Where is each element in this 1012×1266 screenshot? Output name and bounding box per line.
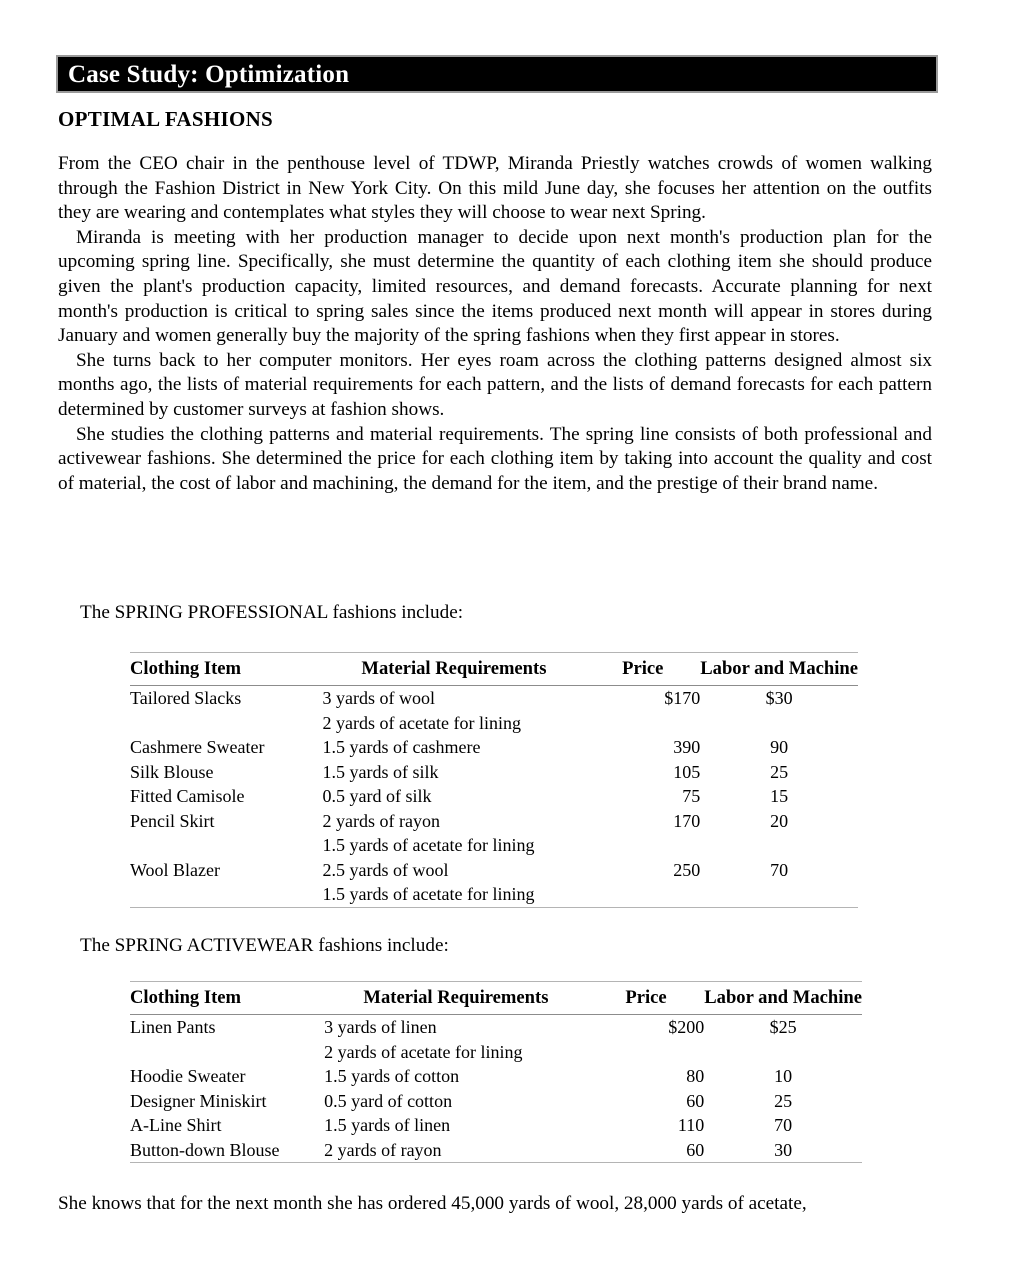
cell-clothing-item (130, 858, 323, 908)
column-header-labor-and-machine: Labor and Machine (704, 982, 862, 1015)
cell-price: $200 (668, 1017, 705, 1037)
item-label: Button-down Blouse (130, 1139, 280, 1160)
material-line: 2.5 yards of wool (322, 859, 449, 880)
table-row (130, 686, 858, 736)
table-header-row (130, 653, 858, 686)
cell-labor: 20 (770, 810, 789, 831)
cell-clothing-item (130, 760, 323, 785)
table-row (130, 1064, 862, 1089)
cell-price: 60 (588, 1138, 704, 1163)
cell-clothing-item (130, 1015, 324, 1065)
table-row (130, 1089, 862, 1114)
cell-clothing-item (130, 1138, 324, 1163)
cell-clothing-item (130, 1113, 324, 1138)
material-line: 2 yards of rayon (322, 810, 440, 831)
cell-clothing-item (130, 809, 323, 858)
cell-material (323, 760, 586, 785)
cell-material (324, 1064, 588, 1089)
case-study-title-bar (56, 55, 938, 93)
table-row (130, 784, 858, 809)
material-line: 1.5 yards of acetate for lining (322, 835, 535, 855)
cell-price: 105 (673, 761, 701, 782)
material-line: 3 yards of wool (322, 688, 436, 708)
material-line: 2 yards of acetate for lining (322, 712, 521, 733)
cell-material (323, 686, 586, 736)
cell-clothing-item (130, 1089, 324, 1114)
item-label: Tailored Slacks (130, 688, 242, 708)
material-line: 1.5 yards of linen (324, 1115, 451, 1135)
column-header-material-requirements: Material Requirements (323, 653, 586, 686)
cell-price: 80 (686, 1066, 705, 1086)
material-line: 3 yards of linen (324, 1017, 437, 1037)
item-label: Hoodie Sweater (130, 1066, 246, 1086)
activewear-table-intro: The SPRING ACTIVEWEAR fashions include: (80, 935, 449, 956)
material-line: 0.5 yard of silk (322, 786, 432, 806)
column-header-price: Price (588, 982, 704, 1015)
cell-price: 110 (677, 1115, 705, 1135)
cell-material (323, 784, 586, 809)
page-title: Case Study: Optimization (68, 60, 350, 88)
item-label: Silk Blouse (130, 761, 214, 782)
cell-labor: 15 (770, 786, 789, 806)
column-header-clothing-item: Clothing Item (130, 982, 324, 1015)
cell-labor: 25 (774, 1090, 793, 1111)
cell-labor: 25 (770, 761, 789, 782)
spring-activewear-table (130, 981, 862, 1163)
item-label: Designer Miniskirt (130, 1090, 267, 1111)
table-row (130, 1113, 862, 1138)
material-line: 1.5 yards of silk (322, 761, 439, 782)
cell-labor: $25 (769, 1017, 797, 1037)
cell-material (324, 1113, 588, 1138)
column-header-material-requirements: Material Requirements (324, 982, 588, 1015)
cell-material (323, 809, 586, 858)
cell-material (324, 1089, 588, 1114)
cell-labor: $30 (765, 688, 793, 708)
cell-labor: 70 (700, 858, 858, 908)
cell-labor: 90 (770, 737, 789, 757)
item-label: Cashmere Sweater (130, 737, 265, 757)
cell-price: 390 (673, 737, 701, 757)
professional-table-intro: The SPRING PROFESSIONAL fashions include: (80, 602, 464, 623)
material-line: 1.5 yards of cashmere (322, 737, 481, 757)
item-label: Pencil Skirt (130, 810, 215, 831)
cell-clothing-item (130, 735, 323, 760)
narrative-body (58, 152, 932, 496)
material-line: 1.5 yards of acetate for lining (322, 884, 535, 904)
cell-labor: 70 (774, 1115, 793, 1135)
item-label: Wool Blazer (130, 859, 221, 880)
section-heading: OPTIMAL FASHIONS (58, 107, 274, 131)
item-label: Linen Pants (130, 1017, 216, 1037)
material-line: 0.5 yard of cotton (324, 1090, 453, 1111)
material-line: 1.5 yards of cotton (324, 1066, 460, 1086)
cell-material (324, 1015, 588, 1065)
table-row (130, 1015, 862, 1065)
paragraph-production-plan: Miranda is meeting with her production manager to decide upon next month's production plan for the upcoming spring line. Specifically, she must determine the quantity of each clothing item she should produce given the plant's production capacity, limited resources, and demand forecasts. Accurate planning for next month's production is critical to spring sales since the items produced next month will appear in stores during January and women generally buy the majority of the spring fashions when they first appear in stores. (58, 226, 932, 347)
cell-price: 60 (686, 1090, 705, 1111)
table-row (130, 735, 858, 760)
cell-material (323, 735, 586, 760)
table-row (130, 760, 858, 785)
column-header-price: Price (585, 653, 700, 686)
table-row (130, 809, 858, 858)
spring-professional-table (130, 652, 858, 908)
cell-labor: 10 (774, 1066, 793, 1086)
paragraph-patterns: She studies the clothing patterns and material requirements. The spring line consists of both professional and activewear fashions. She determined the price for each clothing item by taking into account the quality and cost of material, the cost of labor and machining, the demand for the item, and the prestige of their brand name. (58, 423, 932, 494)
material-line: 2 yards of rayon (324, 1139, 442, 1160)
column-header-clothing-item: Clothing Item (130, 653, 323, 686)
cell-price: 250 (585, 858, 700, 908)
table-header-row (130, 982, 862, 1015)
cell-clothing-item (130, 686, 323, 736)
cell-price: 170 (673, 810, 701, 831)
closing-paragraph: She knows that for the next month she has ordered 45,000 yards of wool, 28,000 yards of acetate, (58, 1193, 807, 1214)
cell-price: 75 (682, 786, 701, 806)
item-label: Fitted Camisole (130, 786, 245, 806)
cell-material (324, 1138, 588, 1163)
cell-clothing-item (130, 1064, 324, 1089)
paragraph-intro: From the CEO chair in the penthouse level of TDWP, Miranda Priestly watches crowds of women walking through the Fashion District in New York City. On this mild June day, she focuses her attention on the outfits they are wearing and contemplates what styles they will choose to wear next Spring. (58, 153, 932, 224)
cell-clothing-item (130, 784, 323, 809)
table-row (130, 858, 858, 908)
cell-material (323, 858, 586, 908)
paragraph-monitors: She turns back to her computer monitors. Her eyes roam across the clothing patterns designed almost six months ago, the lists of material requirements for each pattern, and the lists of demand forecasts for each pattern determined by customer surveys at fashion shows. (58, 349, 932, 420)
item-label: A-Line Shirt (130, 1115, 222, 1135)
column-header-labor-and-machine: Labor and Machine (700, 653, 858, 686)
cell-labor: 30 (704, 1138, 862, 1163)
cell-price: $170 (664, 688, 701, 708)
table-row (130, 1138, 862, 1163)
material-line: 2 yards of acetate for lining (324, 1041, 523, 1062)
